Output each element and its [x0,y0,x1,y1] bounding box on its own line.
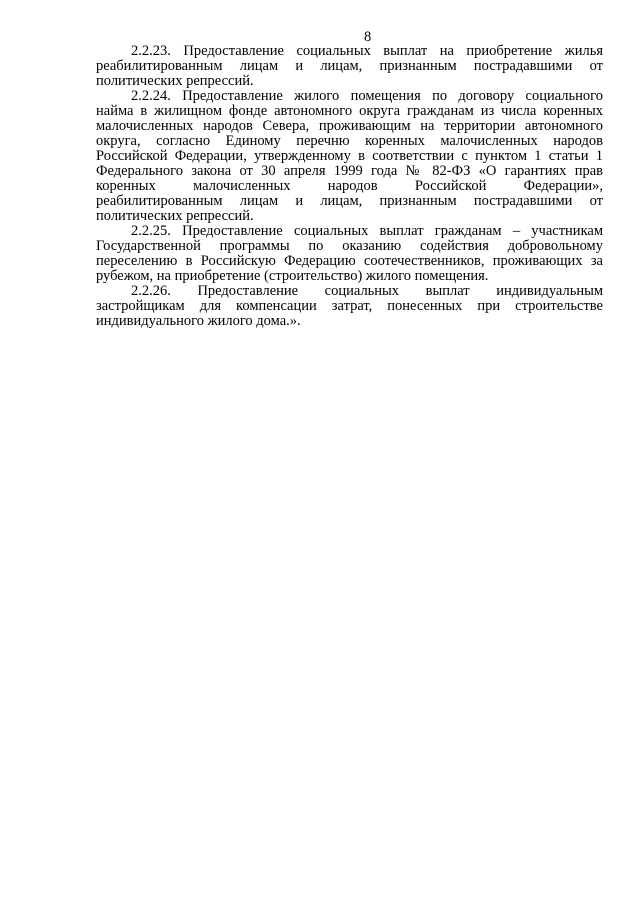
text-line: 2.2.26. Предоставление социальных выплат индивидуальным [131,283,603,299]
text-line: округа, согласно Единому перечню коренных малочисленных народов [96,133,603,149]
text-line: 2.2.23. Предоставление социальных выплат на приобретение жилья [131,43,603,59]
text-line: переселению в Российскую Федерацию соотечественников, проживающих за [96,253,603,269]
paragraph-2-2-24 [96,89,603,224]
text-line: малочисленных народов Севера, проживающим на территории автономного [96,118,603,134]
page-number: 8 [364,29,372,45]
text-line: Государственной программы по оказанию содействия добровольному [96,238,603,254]
text-line: политических репрессий. [96,73,254,89]
paragraph-2-2-23 [96,44,603,89]
text-line: застройщикам для компенсации затрат, понесенных при строительстве [96,298,603,314]
paragraph-2-2-26 [96,284,603,329]
text-line: 2.2.25. Предоставление социальных выплат гражданам – участникам [131,223,603,239]
text-line: коренных малочисленных народов Российской Федерации», [96,178,603,194]
text-line: найма в жилищном фонде автономного округа гражданам из числа коренных [96,103,603,119]
text-line: реабилитированным лицам и лицам, признанным пострадавшими от [96,193,603,209]
text-line: 2.2.24. Предоставление жилого помещения по договору социального [131,88,603,104]
text-line: рубежом, на приобретение (строительство) жилого помещения. [96,268,489,284]
text-line: Российской Федерации, утвержденному в соответствии с пунктом 1 статьи 1 [96,148,603,164]
text-line: реабилитированным лицам и лицам, признанным пострадавшими от [96,58,603,74]
text-line: индивидуального жилого дома.». [96,313,301,329]
document-body [96,44,603,329]
text-line: Федерального закона от 30 апреля 1999 года № 82-ФЗ «О гарантиях прав [96,163,603,179]
text-line: политических репрессий. [96,208,254,224]
paragraph-2-2-25 [96,224,603,284]
